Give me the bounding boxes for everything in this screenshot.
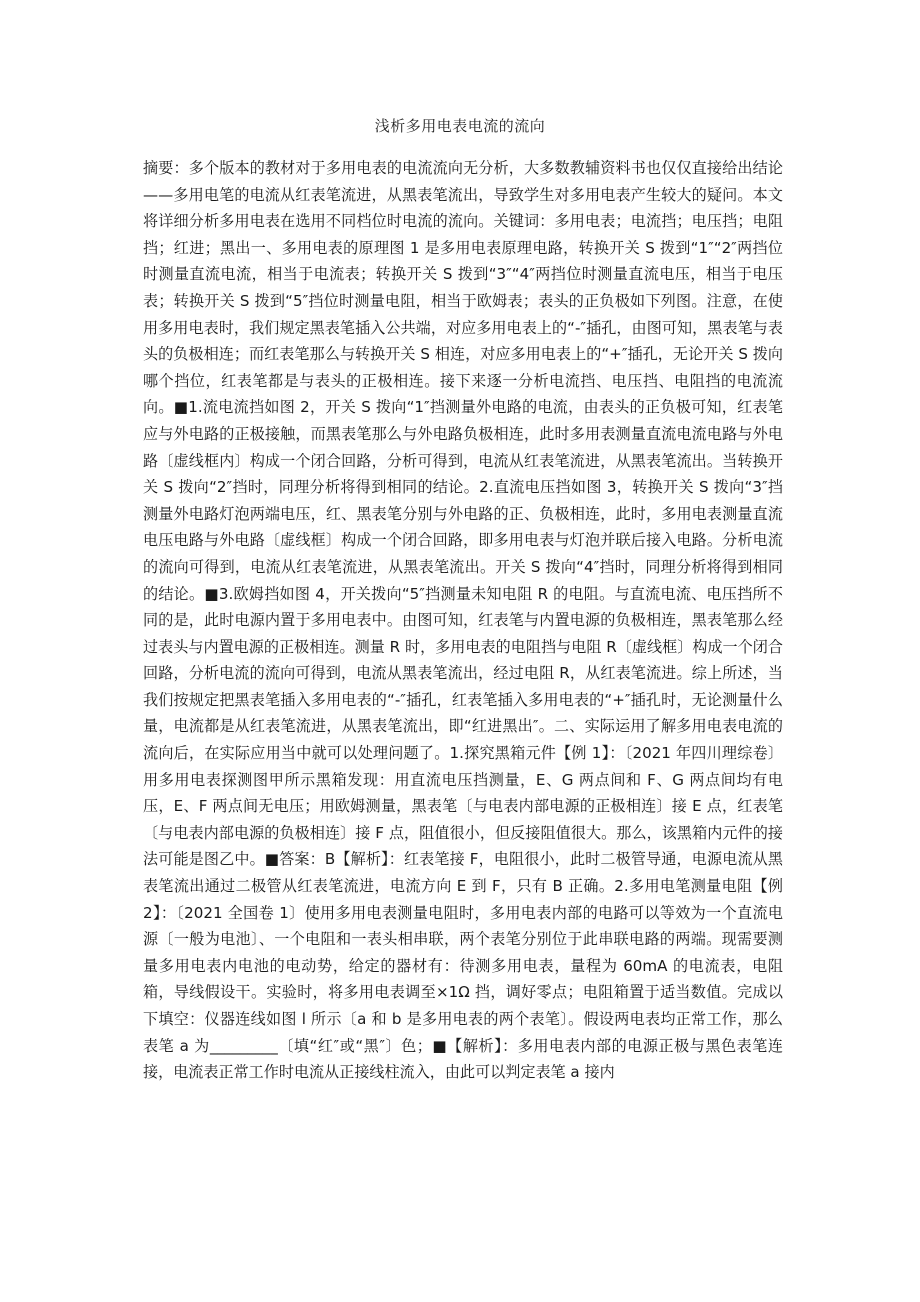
document-title: 浅析多用电表电流的流向 [374, 117, 546, 135]
document-body [143, 155, 783, 1086]
body-paragraph: 摘要：多个版本的教材对于多用电表的电流流向无分析，大多数教辅资料书也仅仅直接给出结论——多用电笔的电流从红表笔流进，从黑表笔流出，导致学生对多用电表产生较大的疑问。本文将详细分析多用电表在选用不同档位时电流的流向。关键词：多用电表；电流挡；电压挡；电阻挡；红进；黑出一、多用电表的原理图 1 是多用电表原理电路，转换开关 S 拨到“1″“2″两挡位时测量直流电流，相当于电流表；转换开关 S 拨到“3″“4″两挡位时测量直流电压，相当于电压表；转换开关 S 拨到“5″挡位时测量电阻，相当于欧姆表；表头的正负极如下列图。注意，在使用多用电表时，我们规定黑表笔插入公共端，对应多用电表上的“-″插孔，由图可知，黑表笔与表头的负极相连；而红表笔那么与转换开关 S 相连，对应多用电表上的“+″插孔，无论开关 S 拨向哪个挡位，红表笔都是与表头的正极相连。接下来逐一分析电流挡、电压挡、电阻挡的电流流向。■1.流电流挡如图 2，开关 S 拨向“1″挡测量外电路的电流，由表头的正负极可知，红表笔应与外电路的正极接触，而黑表笔那么与外电路负极相连，此时多用表测量直流电流电路与外电路〔虚线框内〕构成一个闭合回路，分析可得到，电流从红表笔流进，从黑表笔流出。当转换开关 S 拨向“2″挡时，同理分析将得到相同的结论。2.直流电压挡如图 3，转换开关 S 拨向“3″挡测量外电路灯泡两端电压，红、黑表笔分别与外电路的正、负极相连，此时，多用电表测量直流电压电路与外电路〔虚线框〕构成一个闭合回路，即多用电表与灯泡并联后接入电路。分析电流的流向可得到，电流从红表笔流进，从黑表笔流出。开关 S 拨向“4″挡时，同理分析将得到相同的结论。■3.欧姆挡如图 4，开关拨向“5″挡测量未知电阻 R 的电阻。与直流电流、电压挡所不同的是，此时电源内置于多用电表中。由图可知，红表笔与内置电源的负极相连，黑表笔那么经过表头与内置电源的正极相连。测量 R 时，多用电表的电阻挡与电阻 R〔虚线框〕构成一个闭合回路，分析电流的流向可得到，电流从黑表笔流出，经过电阻 R，从红表笔流进。综上所述，当我们按规定把黑表笔插入多用电表的“-″插孔，红表笔插入多用电表的“+″插孔时，无论测量什么量，电流都是从红表笔流进，从黑表笔流出，即“红进黑出″。二、实际运用了解多用电表电流的流向后，在实际应用当中就可以处理问题了。1.探究黑箱元件【例 1】：〔2021 年四川理综卷〕用多用电表探测图甲所示黑箱发现：用直流电压挡测量，E、G 两点间和 F、G 两点间均有电压，E、F 两点间无电压；用欧姆测量，黑表笔〔与电表内部电源的正极相连〕接 E 点，红表笔〔与电表内部电源的负极相连〕接 F 点，阻值很小，但反接阻值很大。那么，该黑箱内元件的接法可能是图乙中。■答案：B【解析】：红表笔接 F，电阻很小，此时二极管导通，电源电流从黑表笔流出通过二极管从红表笔流进，电流方向 E 到 F，只有 B 正确。2.多用电笔测量电阻【例 2】：〔2021 全国卷 1〕使用多用电表测量电阻时，多用电表内部的电路可以等效为一个直流电源〔一般为电池〕、一个电阻和一表头相串联，两个表笔分别位于此串联电路的两端。现需要测量多用电表内电池的电动势，给定的器材有：待测多用电表，量程为 60mA 的电流表，电阻箱，导线假设干。实验时，将多用电表调至×1Ω 挡，调好零点；电阻箱置于适当数值。完成以下填空：仪器连线如图 l 所示〔a 和 b 是多用电表的两个表笔〕。假设两电表均正常工作，那么表笔 a 为_________〔填“红″或“黑″〕色；■【解析】：多用电表内部的电源正极与黑色表笔连接，电流表正常工作时电流从正接线柱流入，由此可以判定表笔 a 接内 [143, 159, 783, 1082]
